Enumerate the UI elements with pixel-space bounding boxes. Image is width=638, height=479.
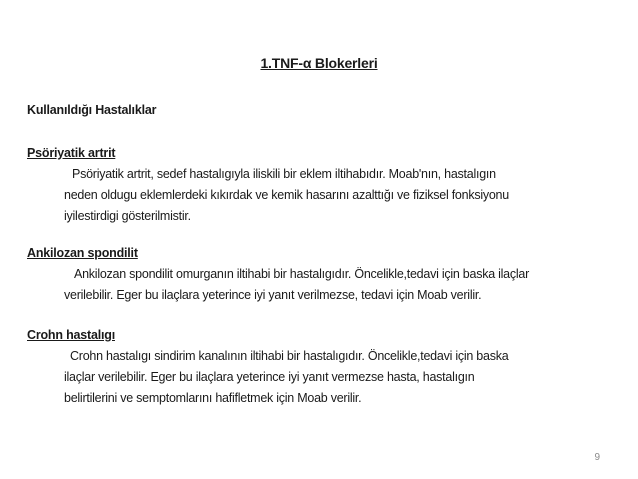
body-line: ilaçlar verilebilir. Eger bu ilaçlara yeterince iyi yanıt vermezse hasta, hastalıgın xyxy=(64,370,475,384)
body-line: Psöriyatik artrit, sedef hastalıgıyla iliskili bir eklem iltihabıdır. Moab'nın, hastalıgın xyxy=(72,167,496,181)
section-body-ankylosing-spondylitis xyxy=(64,264,624,306)
diseases-subheading: Kullanıldığı Hastalıklar xyxy=(27,103,157,117)
section-heading-crohn-disease: Crohn hastalıgı xyxy=(27,328,115,342)
page-number: 9 xyxy=(594,452,600,463)
body-line: iyilestirdigi gösterilmistir. xyxy=(64,209,191,223)
body-line: Ankilozan spondilit omurganın iltihabi bir hastalıgıdır. Öncelikle,tedavi için baska ilaçlar xyxy=(74,267,530,281)
body-line: verilebilir. Eger bu ilaçlara yeterince iyi yanıt verilmezse, tedavi için Moab verilir. xyxy=(64,288,482,302)
slide-title: 1.TNF-α Blokerleri xyxy=(260,55,378,71)
body-line: belirtilerini ve semptomlarını hafifletmek için Moab verilir. xyxy=(64,391,362,405)
section-heading-psoriatic-arthritis: Psöriyatik artrit xyxy=(27,146,116,160)
section-body-crohn-disease xyxy=(64,346,624,409)
body-line: Crohn hastalıgı sindirim kanalının iltihabi bir hastalıgıdır. Öncelikle,tedavi için baska xyxy=(70,349,509,363)
section-body-psoriatic-arthritis xyxy=(64,164,624,227)
section-heading-ankylosing-spondylitis: Ankilozan spondilit xyxy=(27,246,138,260)
body-line: neden oldugu eklemlerdeki kıkırdak ve kemik hasarını azalttığı ve fiziksel fonksiyonu xyxy=(64,188,509,202)
